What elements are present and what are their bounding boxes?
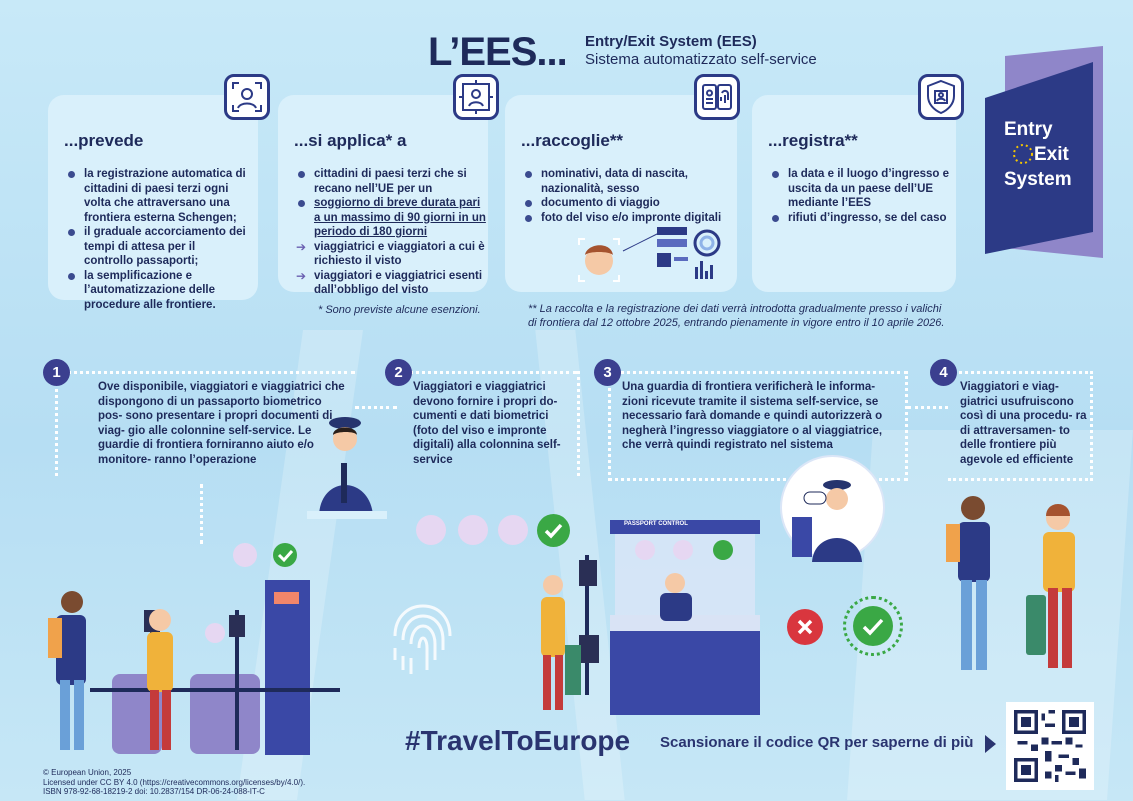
card-registra	[752, 95, 956, 292]
deny-icon	[787, 609, 823, 645]
step-4-text: Viaggiatori e viag- giatrici usufruiscono così di una procedu- ra di attraversamen- to delle frontiere più agevole ed efficiente	[960, 381, 1087, 466]
qr-code[interactable]	[1006, 702, 1094, 790]
card-heading: ...prevede	[64, 131, 144, 150]
legal-notice	[43, 768, 305, 797]
step-connector	[200, 484, 203, 544]
list-item: la semplificazione e l’automatizzazione delle procedure alle frontiere.	[66, 269, 246, 313]
passport-control-sign: PASSPORT CONTROL	[624, 521, 688, 527]
legal-line: Licensed under CC BY 4.0 (https://creativecommons.org/licenses/by/4.0/).	[43, 777, 306, 787]
list-item: la registrazione automatica di cittadini di paesi terzi ogni volta che attraversano una frontiera esterna Schengen;	[66, 167, 246, 225]
step-2-number: 2	[385, 359, 412, 386]
step-3-number: 3	[594, 359, 621, 386]
card-list	[770, 167, 952, 225]
legal-line: © European Union, 2025	[43, 768, 132, 777]
card-heading: ...registra**	[768, 131, 858, 150]
ees-logo-text	[1004, 117, 1094, 192]
face-scan-icon	[224, 74, 270, 120]
ees-logo-line3: System	[1004, 169, 1072, 190]
card-raccoglie	[505, 95, 737, 292]
guard-verification-illustration	[780, 455, 885, 560]
list-item: il graduale accorciamento dei tempi di attesa per il controllo passaporti;	[66, 225, 246, 269]
portrait-scan-icon	[453, 74, 499, 120]
shield-id-icon	[918, 74, 964, 120]
passport-control-booth-illustration	[525, 515, 765, 715]
qr-instruction: Scansionare il codice QR per saperne di più	[660, 734, 974, 751]
card-list	[523, 167, 728, 225]
page-title: L’EES...	[428, 30, 567, 74]
list-item: foto del viso e/o impronte digitali	[523, 211, 728, 226]
list-item: ➔ viaggiatrici e viaggiatori a cui è richiesto il visto	[296, 240, 486, 269]
data-collection-illustration	[577, 223, 727, 285]
happy-travellers-illustration	[938, 490, 1098, 675]
hashtag: #TravelToEurope	[405, 725, 631, 756]
page-subtitle-1: Entry/Exit System (EES)	[585, 33, 757, 50]
list-item	[296, 196, 486, 240]
step-connector	[355, 406, 397, 409]
step-1-number: 1	[43, 359, 70, 386]
list-item: nominativi, data di nascita, nazionalità, sesso	[523, 167, 728, 196]
step-2-text: Viaggiatori e viaggiatrici devono fornire i propri do- cumenti e dati biometrici (foto del viso e impronte digitali) alla colonnina self-service	[413, 381, 561, 466]
passport-icon	[416, 515, 446, 545]
card-list	[296, 167, 486, 298]
border-guard-illustration	[305, 415, 390, 520]
card-heading: ...si applica* a	[294, 131, 407, 150]
step-4-number: 4	[930, 359, 957, 386]
fingerprint-icon	[385, 596, 460, 678]
list-item-underlined: soggiorno di breve durata pari a un massimo di 90 giorni in un periodo di 180 giorni	[314, 197, 486, 238]
ees-logo-line2: Exit	[1034, 144, 1069, 165]
list-item: la data e il luogo d’ingresso e uscita da un paese dell’UE mediante l’EES	[770, 167, 952, 211]
self-service-gates-illustration	[30, 540, 340, 755]
arrow-right-icon	[985, 735, 996, 753]
step-1-text: Ove disponibile, viaggiatori e viaggiatrici che dispongono di un passaporto biometrico pos- sono presentare i propri documenti di viag- gio alle colonnine self-service. Le guardie di frontiera forniranno aiuto e/o monitore- ranno l’operazione	[98, 381, 345, 466]
step-2-frame	[397, 371, 577, 374]
fingerprint-icon	[498, 515, 528, 545]
check-icon	[853, 606, 893, 646]
card-si-applica	[278, 95, 488, 296]
biometric-id-icon	[694, 74, 740, 120]
step-2-frame-side	[577, 371, 580, 476]
card-list	[66, 167, 246, 312]
face-scan-icon	[458, 515, 488, 545]
list-item: documento di viaggio	[523, 196, 728, 211]
step-3-text: Una guardia di frontiera verificherà le informa- zioni ricevute tramite il sistema self-service, se necessario farà domande e quindi autorizzerà o negherà l’ingresso viaggiatore o al viaggiatrice, che verrà quindi registrato nel sistema	[622, 381, 883, 452]
list-item: rifiuti d’ingresso, se del caso	[770, 211, 952, 226]
page-subtitle-2: Sistema automatizzato self-service	[585, 51, 817, 68]
list-item: cittadini di paesi terzi che si recano nell’UE per un	[296, 167, 486, 196]
step-connector	[908, 406, 948, 409]
note-exemptions: * Sono previste alcune esenzioni.	[318, 304, 481, 316]
card-prevede	[48, 95, 258, 311]
legal-line: ISBN 978-92-68-18219-2 doi: 10.2837/154 DR-06-24-088-IT-C	[43, 787, 265, 796]
ees-logo-line1: Entry	[1004, 119, 1053, 140]
list-item: ➔ viaggiatori e viaggiatrici esenti dall’obbligo del visto	[296, 269, 486, 298]
card-heading: ...raccoglie**	[521, 131, 624, 150]
note-rollout: ** La raccolta e la registrazione dei dati verrà introdotta gradualmente presso i valichi di frontiera dal 12 ottobre 2025, entrando pienamente in vigore entro il 10 aprile 2026.	[528, 303, 945, 329]
